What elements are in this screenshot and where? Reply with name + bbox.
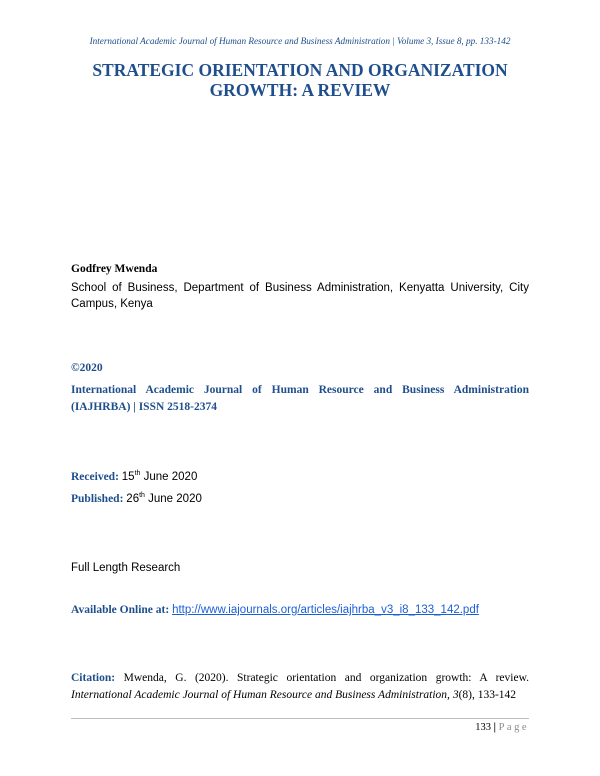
title-line-2: GROWTH: A REVIEW <box>209 80 391 100</box>
received-date <box>71 470 197 483</box>
citation-journal: International Academic Journal of Human Resource and Business Administration, <box>71 689 450 701</box>
received-suffix: th <box>134 470 141 477</box>
citation-volume: 3 <box>452 689 459 701</box>
journal-line-2: (IAJHRBA) | ISSN 2518-2374 <box>71 401 217 413</box>
page-number: 133 <box>475 722 492 733</box>
published-label: Published: <box>71 492 124 505</box>
running-header: International Academic Journal of Human Resource and Business Administration | Volume 3, Issue 8, pp. 133-142 <box>89 36 511 46</box>
citation-line-1 <box>71 670 529 687</box>
received-day: 15 <box>121 470 135 483</box>
journal-line-1: International Academic Journal of Human Resource and Business Administration <box>71 384 529 396</box>
article-title <box>60 60 540 100</box>
published-date <box>71 492 202 505</box>
footer-separator: | <box>493 722 496 733</box>
published-rest: June 2020 <box>148 492 202 505</box>
received-value <box>122 471 198 483</box>
author-affiliation: School of Business, Department of Business Administration, Kenyatta University, City Campus, Kenya <box>71 282 529 310</box>
title-line-1: STRATEGIC ORIENTATION AND ORGANIZATION <box>92 60 508 80</box>
received-rest: June 2020 <box>143 470 198 483</box>
page-footer <box>475 722 529 733</box>
citation-issue-pages: (8), 133-142 <box>458 689 517 701</box>
journal-name <box>71 382 529 416</box>
author-name: Godfrey Mwenda <box>71 263 158 275</box>
article-type: Full Length Research <box>71 562 181 574</box>
available-label: Available Online at: <box>71 604 170 616</box>
available-online <box>71 604 479 616</box>
citation-label: Citation: <box>71 672 116 684</box>
citation-text: Mwenda, G. (2020). Strategic orientation and organization growth: A review. <box>123 672 529 684</box>
page-label: Page <box>498 722 529 733</box>
copyright-notice: ©2020 <box>71 362 103 374</box>
citation-line-2 <box>71 687 529 704</box>
received-label: Received: <box>71 470 119 483</box>
footer-divider <box>71 718 529 719</box>
article-url-link[interactable]: http://www.iajournals.org/articles/iajhrba_v3_i8_133_142.pdf <box>172 604 479 616</box>
published-suffix: th <box>139 492 145 499</box>
citation-block <box>71 670 529 704</box>
published-day: 26 <box>126 492 140 505</box>
published-value <box>126 493 202 505</box>
